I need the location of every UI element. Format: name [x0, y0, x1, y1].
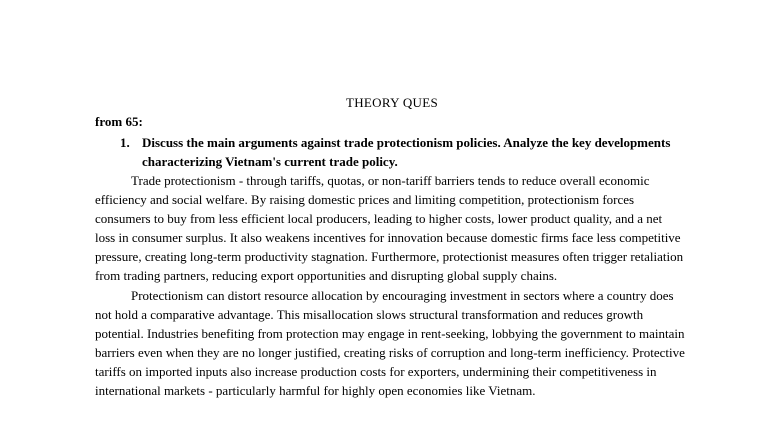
- question-number: 1.: [120, 135, 130, 150]
- document-title: THEORY QUES: [345, 95, 438, 110]
- question-text: Discuss the main arguments against trade protectionism policies. Analyze the key developments characterizing Vietnam's current trade policy.: [142, 135, 671, 169]
- section-label: from 65:: [95, 114, 143, 129]
- answer-body: [95, 171, 685, 400]
- paragraph: Trade protectionism - through tariffs, quotas, or non-tariff barriers tends to reduce overall economic efficiency and social welfare. By raising domestic prices and limiting competition, protectionism forces consumers to buy from less efficient local producers, leading to higher costs, lower product quality, and a net loss in consumer surplus. It also weakens incentives for innovation because domestic firms face less competitive pressure, creating long-term productivity stagnation. Furthermore, protectionist measures often trigger retaliation from trading partners, reducing export opportunities and disrupting global supply chains.: [95, 173, 684, 284]
- paragraph: Protectionism can distort resource allocation by encouraging investment in sectors where a country does not hold a comparative advantage. This misallocation slows structural transformation and reduces growth potential. Industries benefiting from protection may engage in rent-seeking, lobbying the government to maintain barriers even when they are no longer justified, creating risks of corruption and long-term inefficiency. Protective tariffs on imported inputs also increase production costs for exporters, undermining their competitiveness in international markets - particularly harmful for highly open economies like Vietnam.: [95, 287, 685, 399]
- question-item: [120, 133, 680, 171]
